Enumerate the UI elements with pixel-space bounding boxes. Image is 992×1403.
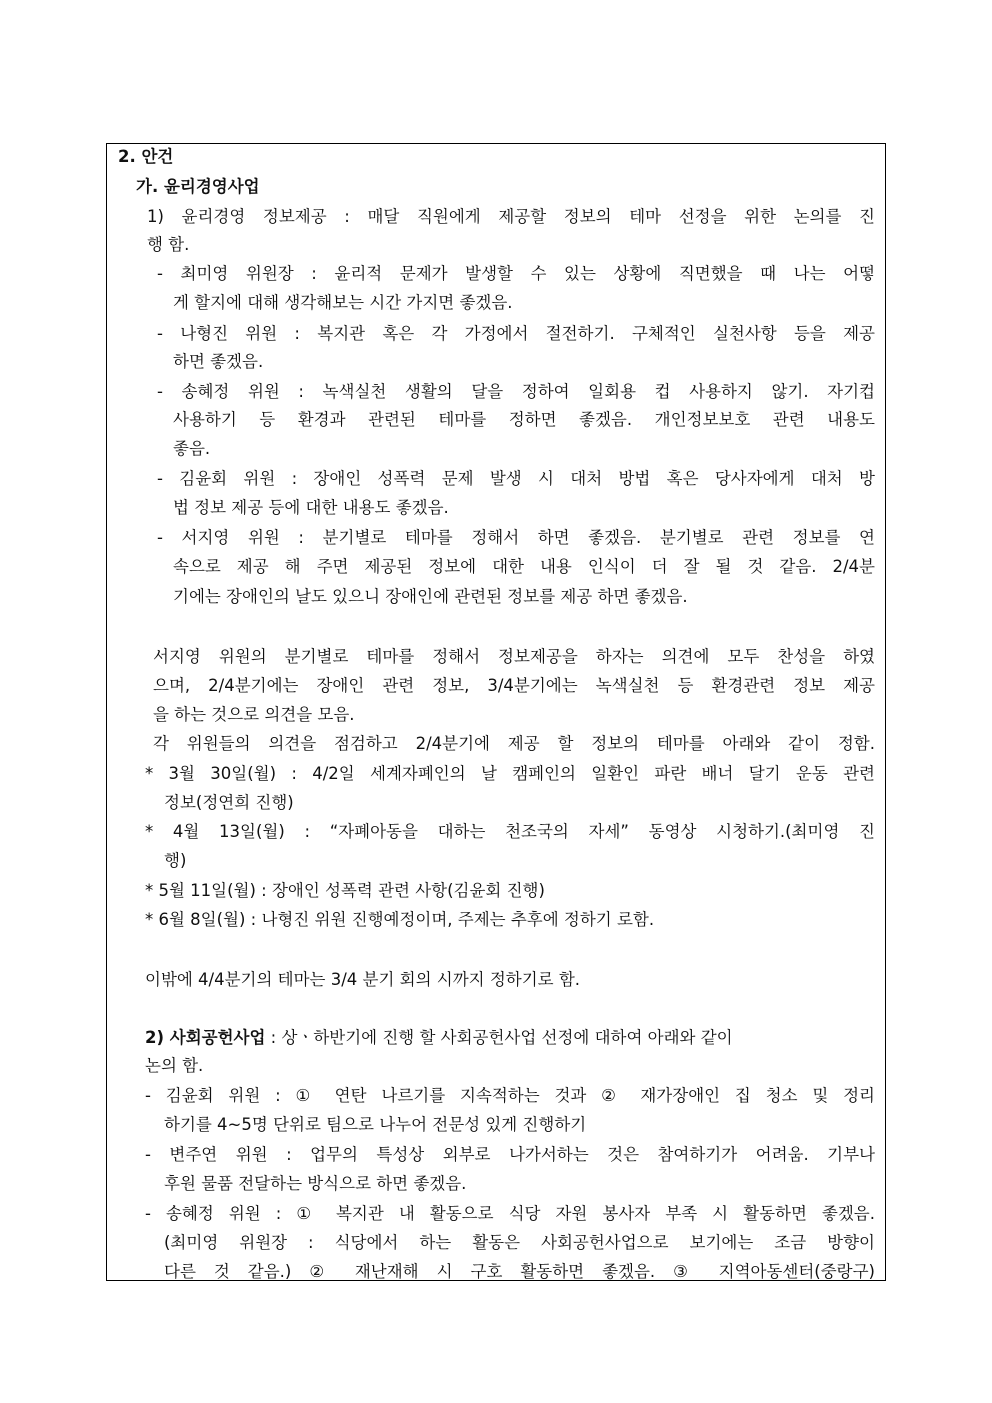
opinion-line: 법 정보 제공 등에 대한 내용도 좋겠음. xyxy=(173,498,449,517)
schedule-line: 정보(정연희 진행) xyxy=(164,793,294,812)
opinion-line: 좋음. xyxy=(173,439,211,458)
opinion-line: - 변주연 위원 : 업무의 특성상 외부로 나가서하는 것은 참여하기가 어려움. 기부나 xyxy=(145,1145,875,1164)
opinion-line: 후원 물품 전달하는 방식으로 하면 좋겠음. xyxy=(164,1174,467,1193)
opinion-line: 기에는 장애인의 날도 있으니 장애인에 관련된 정보를 제공 하면 좋겠음. xyxy=(173,587,688,606)
summary-line: 서지영 위원의 분기별로 테마를 정해서 정보제공을 하자는 의견에 모두 찬성을 하였 xyxy=(153,647,875,666)
opinion-line: 다른 것 같음.) ② 재난재해 시 구호 활동하면 좋겠음. ③ 지역아동센터(중랑구) xyxy=(164,1262,875,1281)
summary-line: 을 하는 것으로 의견을 모음. xyxy=(153,705,355,724)
item2-intro-line xyxy=(145,1028,733,1048)
opinion-line: 하면 좋겠음. xyxy=(173,352,264,371)
opinion-line: - 나형진 위원 : 복지관 혹은 각 가정에서 절전하기. 구체적인 실천사항 등을 제공 xyxy=(157,324,875,343)
summary-line: 각 위원들의 의견을 점검하고 2/4분기에 제공 할 정보의 테마를 아래와 같이 정함. xyxy=(153,734,875,753)
opinion-line: - 송혜정 위원 : 녹색실천 생활의 달을 정하여 일회용 컵 사용하지 않기. 자기컵 xyxy=(157,382,875,401)
opinion-line: - 김윤회 위원 : 장애인 성폭력 문제 발생 시 대처 방법 혹은 당사자에게 대처 방 xyxy=(157,469,875,488)
opinion-line: - 최미영 위원장 : 윤리적 문제가 발생할 수 있는 상황에 직면했을 때 나는 어떻 xyxy=(157,264,875,283)
schedule-line: * 3월 30일(월) : 4/2일 세계자폐인의 날 캠페인의 일환인 파란 배너 달기 운동 관련 xyxy=(145,764,875,783)
schedule-line: * 5월 11일(월) : 장애인 성폭력 관련 사항(김윤회 진행) xyxy=(145,881,545,900)
opinion-line: 사용하기 등 환경과 관련된 테마를 정하면 좋겠음. 개인정보보호 관련 내용도 xyxy=(173,410,875,429)
item1-intro-line: 행 함. xyxy=(147,235,190,254)
schedule-line: * 4월 13일(월) : “자폐아동을 대하는 천조국의 자세” 동영상 시청하기.(최미영 진 xyxy=(145,822,875,841)
opinion-line: - 서지영 위원 : 분기별로 테마를 정해서 하면 좋겠음. 분기별로 관련 정보를 연 xyxy=(157,528,875,547)
item1-intro-line: 1) 윤리경영 정보제공 : 매달 직원에게 제공할 정보의 테마 선정을 위한 논의를 진 xyxy=(147,207,875,226)
schedule-line: * 6월 8일(월) : 나형진 위원 진행예정이며, 주제는 추후에 정하기 로함. xyxy=(145,910,655,929)
opinion-line: 하기를 4~5명 단위로 팀으로 나누어 전문성 있게 진행하기 xyxy=(164,1115,587,1134)
opinion-line: - 송혜정 위원 : ① 복지관 내 활동으로 식당 자원 봉사자 부족 시 활동하면 좋겠음. xyxy=(145,1204,875,1223)
closing-line: 이밖에 4/4분기의 테마는 3/4 분기 회의 시까지 정하기로 함. xyxy=(145,970,581,989)
summary-line: 으며, 2/4분기에는 장애인 관련 정보, 3/4분기에는 녹색실천 등 환경관련 정보 제공 xyxy=(153,676,875,695)
item2-intro-line: 논의 함. xyxy=(145,1056,204,1075)
agenda-box xyxy=(106,143,886,1281)
opinion-line: 속으로 제공 해 주면 제공된 정보에 대한 내용 인식이 더 잘 될 것 같음. 2/4분 xyxy=(173,557,875,576)
schedule-line: 행) xyxy=(164,851,187,870)
item2-intro-text: : 상ㆍ하반기에 진행 할 사회공헌사업 선정에 대하여 아래와 같이 xyxy=(265,1028,733,1047)
opinion-line: (최미영 위원장 : 식당에서 하는 활동은 사회공헌사업으로 보기에는 조금 방향이 xyxy=(164,1233,875,1252)
section-heading: 2. 안건 xyxy=(118,147,174,166)
item2-title: 2) 사회공헌사업 xyxy=(145,1028,266,1047)
opinion-line: 게 할지에 대해 생각해보는 시간 가지면 좋겠음. xyxy=(173,293,513,312)
subsection-heading: 가. 윤리경영사업 xyxy=(136,177,260,196)
opinion-line: - 김윤회 위원 : ① 연탄 나르기를 지속적하는 것과 ② 재가장애인 집 청소 및 정리 xyxy=(145,1086,875,1105)
